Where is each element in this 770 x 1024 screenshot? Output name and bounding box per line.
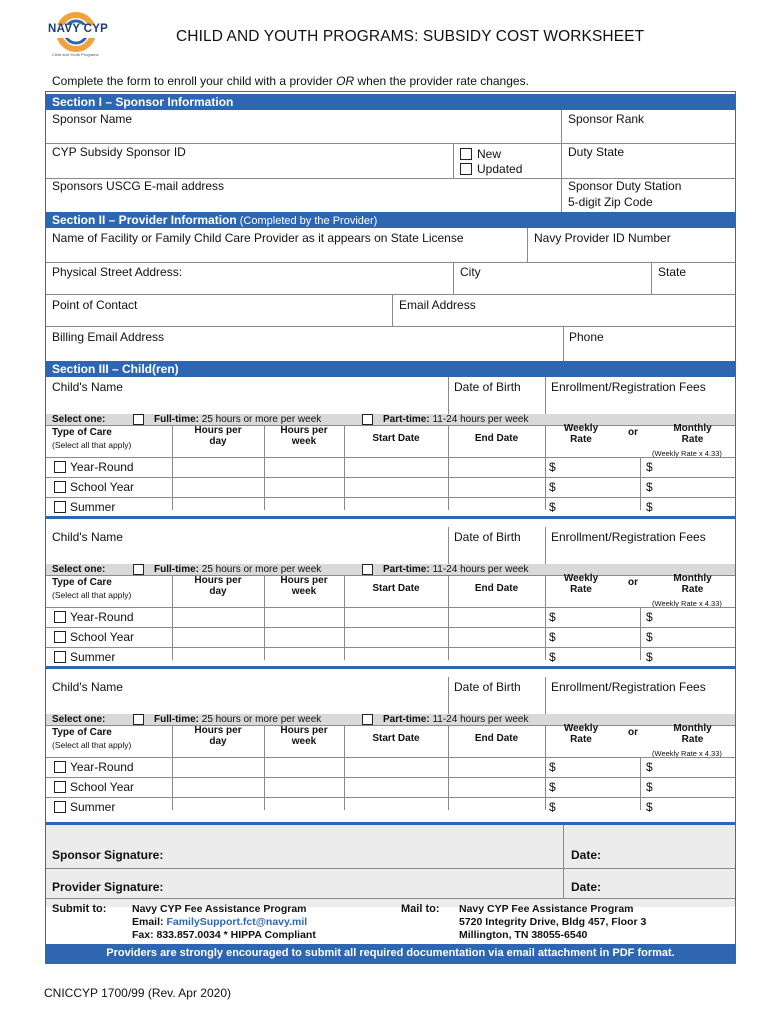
sponsor-date-label: Date: (571, 848, 602, 862)
hours-per-week-header: Hours per week (280, 725, 328, 747)
summer-checkbox[interactable] (54, 651, 66, 663)
or-label: or (628, 577, 638, 588)
select-one-label: Select one: (52, 564, 106, 575)
submit-to-label: Submit to: (52, 903, 107, 915)
rate-note: (Weekly Rate x 4.33) (652, 599, 722, 608)
school-year-checkbox[interactable] (54, 481, 66, 493)
fulltime-label: Full-time: 25 hours or more per week (154, 714, 322, 725)
or-label: or (628, 427, 638, 438)
section-1-header: Section I – Sponsor Information (46, 94, 735, 110)
state-label: State (658, 265, 687, 279)
weekly-rate-dollar: $ (549, 630, 556, 644)
logo-text: NAVY CYP (48, 23, 109, 35)
summer-label: Summer (70, 500, 116, 514)
select-one-label: Select one: (52, 714, 106, 725)
year-round-checkbox[interactable] (54, 461, 66, 473)
facility-name-label: Name of Facility or Family Child Care Provider as it appears on State License (52, 231, 464, 245)
zip-code-label: 5-digit Zip Code (568, 195, 653, 209)
dob-label: Date of Birth (454, 530, 521, 544)
hours-per-day-header: Hours per day (194, 425, 242, 447)
start-date-header: Start Date (372, 433, 420, 444)
start-date-header: Start Date (372, 583, 420, 594)
weekly-rate-header: Weekly Rate (563, 423, 599, 445)
monthly-rate-dollar: $ (646, 500, 653, 514)
sponsor-name-label: Sponsor Name (52, 112, 133, 126)
sponsor-signature-label: Sponsor Signature: (52, 848, 164, 862)
weekly-rate-dollar: $ (549, 650, 556, 664)
type-of-care-label: Type of Care (52, 427, 112, 438)
fees-label: Enrollment/Registration Fees (551, 380, 706, 394)
section-3-header: Section III – Child(ren) (46, 361, 735, 377)
mail-info: Navy CYP Fee Assistance Program 5720 Integrity Drive, Bldg 457, Floor 3 Millington, TN 38055-6540 (459, 903, 647, 941)
fees-label: Enrollment/Registration Fees (551, 680, 706, 694)
section-2-header: Section II – Provider Information (Completed by the Provider) (46, 212, 735, 228)
weekly-rate-dollar: $ (549, 460, 556, 474)
end-date-header: End Date (474, 733, 519, 744)
school-year-label: School Year (70, 480, 135, 494)
weekly-rate-dollar: $ (549, 500, 556, 514)
summer-label: Summer (70, 800, 116, 814)
weekly-rate-header: Weekly Rate (563, 573, 599, 595)
form-id: CNICCYP 1700/99 (Rev. Apr 2020) (44, 986, 231, 1000)
child-block-1 (46, 377, 735, 527)
fees-label: Enrollment/Registration Fees (551, 530, 706, 544)
instructions: Complete the form to enroll your child with a provider OR when the provider rate changes. (52, 74, 529, 88)
monthly-rate-dollar: $ (646, 460, 653, 474)
parttime-label: Part-time: 11-24 hours per week (383, 414, 529, 425)
weekly-rate-dollar: $ (549, 760, 556, 774)
city-label: City (460, 265, 481, 279)
child-block-3 (46, 677, 735, 822)
weekly-rate-dollar: $ (549, 480, 556, 494)
street-address-label: Physical Street Address: (52, 265, 183, 279)
type-of-care-label: Type of Care (52, 727, 112, 738)
fulltime-label: Full-time: 25 hours or more per week (154, 564, 322, 575)
select-all-label: (Select all that apply) (52, 740, 132, 750)
rate-note: (Weekly Rate x 4.33) (652, 749, 722, 758)
navy-cyp-logo (38, 10, 114, 60)
monthly-rate-dollar: $ (646, 780, 653, 794)
phone-label: Phone (569, 330, 604, 344)
new-checkbox[interactable] (460, 148, 472, 160)
submit-info: Navy CYP Fee Assistance Program Email: FamilySupport.fct@navy.mil Fax: 833.857.0034 * HIPPA Compliant (132, 903, 316, 941)
monthly-rate-dollar: $ (646, 480, 653, 494)
year-round-label: Year-Round (70, 610, 134, 624)
year-round-checkbox[interactable] (54, 761, 66, 773)
school-year-label: School Year (70, 630, 135, 644)
monthly-rate-dollar: $ (646, 610, 653, 624)
type-of-care-label: Type of Care (52, 577, 112, 588)
fulltime-checkbox[interactable] (133, 564, 144, 575)
year-round-label: Year-Round (70, 760, 134, 774)
child-name-label: Child's Name (52, 380, 123, 394)
select-all-label: (Select all that apply) (52, 590, 132, 600)
weekly-rate-dollar: $ (549, 800, 556, 814)
parttime-checkbox[interactable] (362, 714, 373, 725)
fulltime-checkbox[interactable] (133, 414, 144, 425)
provider-email-label: Email Address (399, 298, 476, 312)
summer-checkbox[interactable] (54, 501, 66, 513)
new-label: New (477, 147, 502, 161)
monthly-rate-dollar: $ (646, 760, 653, 774)
monthly-rate-header: Monthly Rate (673, 423, 712, 445)
monthly-rate-dollar: $ (646, 630, 653, 644)
support-email-link[interactable]: FamilySupport.fct@navy.mil (166, 916, 308, 928)
parttime-label: Part-time: 11-24 hours per week (383, 714, 529, 725)
hours-per-day-header: Hours per day (194, 575, 242, 597)
provider-signature-label: Provider Signature: (52, 880, 164, 894)
provider-id-label: Navy Provider ID Number (534, 231, 671, 245)
duty-station-label: Sponsor Duty Station (568, 179, 682, 193)
child-name-label: Child's Name (52, 680, 123, 694)
fulltime-label: Full-time: 25 hours or more per week (154, 414, 322, 425)
child-name-label: Child's Name (52, 530, 123, 544)
sponsor-rank-label: Sponsor Rank (568, 112, 645, 126)
monthly-rate-header: Monthly Rate (673, 573, 712, 595)
pdf-submission-banner: Providers are strongly encouraged to submit all required documentation via email attachment in PDF format. (46, 944, 735, 963)
start-date-header: Start Date (372, 733, 420, 744)
year-round-label: Year-Round (70, 460, 134, 474)
school-year-label: School Year (70, 780, 135, 794)
school-year-checkbox[interactable] (54, 631, 66, 643)
select-all-label: (Select all that apply) (52, 440, 132, 450)
point-of-contact-label: Point of Contact (52, 298, 138, 312)
summer-label: Summer (70, 650, 116, 664)
parttime-label: Part-time: 11-24 hours per week (383, 564, 529, 575)
dob-label: Date of Birth (454, 680, 521, 694)
fulltime-checkbox[interactable] (133, 714, 144, 725)
weekly-rate-dollar: $ (549, 610, 556, 624)
dob-label: Date of Birth (454, 380, 521, 394)
summer-checkbox[interactable] (54, 801, 66, 813)
monthly-rate-header: Monthly Rate (673, 723, 712, 745)
updated-label: Updated (477, 162, 523, 176)
rate-note: (Weekly Rate x 4.33) (652, 449, 722, 458)
monthly-rate-dollar: $ (646, 650, 653, 664)
hours-per-day-header: Hours per day (194, 725, 242, 747)
updated-checkbox[interactable] (460, 163, 472, 175)
end-date-header: End Date (474, 433, 519, 444)
duty-state-label: Duty State (568, 145, 625, 159)
select-one-label: Select one: (52, 414, 106, 425)
sponsor-id-label: CYP Subsidy Sponsor ID (52, 145, 186, 159)
parttime-checkbox[interactable] (362, 414, 373, 425)
billing-email-label: Billing Email Address (52, 330, 165, 344)
hours-per-week-header: Hours per week (280, 425, 328, 447)
provider-date-label: Date: (571, 880, 602, 894)
child-block-2 (46, 527, 735, 677)
hours-per-week-header: Hours per week (280, 575, 328, 597)
monthly-rate-dollar: $ (646, 800, 653, 814)
school-year-checkbox[interactable] (54, 781, 66, 793)
logo-subtext: Child and Youth Programs (52, 52, 99, 57)
or-label: or (628, 727, 638, 738)
weekly-rate-header: Weekly Rate (563, 723, 599, 745)
weekly-rate-dollar: $ (549, 780, 556, 794)
sponsor-email-label: Sponsors USCG E-mail address (52, 179, 225, 193)
year-round-checkbox[interactable] (54, 611, 66, 623)
page-title: CHILD AND YOUTH PROGRAMS: SUBSIDY COST WORKSHEET (176, 28, 645, 45)
worksheet-form (45, 91, 736, 964)
mail-to-label: Mail to: (401, 903, 440, 915)
parttime-checkbox[interactable] (362, 564, 373, 575)
end-date-header: End Date (474, 583, 519, 594)
